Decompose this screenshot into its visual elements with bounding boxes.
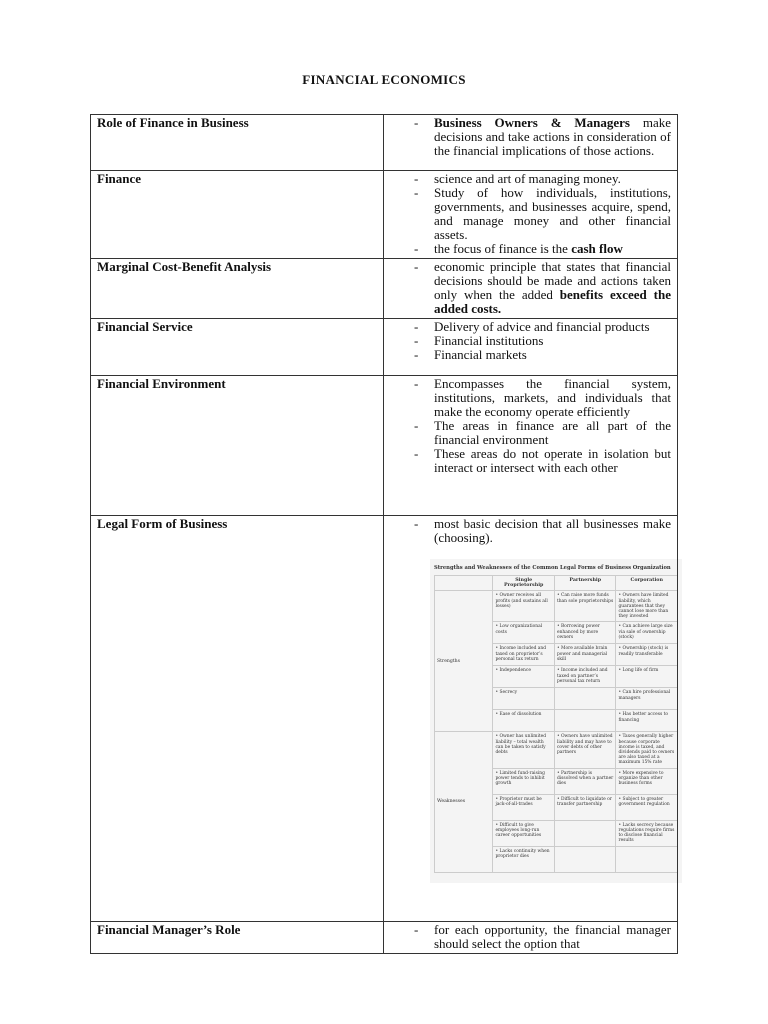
term-cell: Role of Finance in Business	[91, 115, 384, 171]
mini-row	[435, 591, 678, 622]
list-item	[390, 186, 671, 242]
list-item	[390, 334, 671, 348]
mini-cell: • Partnership is dissolved when a partner dies	[554, 768, 616, 794]
text: most basic decision that all businesses make (choosing).	[434, 516, 671, 545]
column-header: Corporation	[616, 576, 678, 591]
term-cell: Finance	[91, 171, 384, 259]
category-label: Strengths	[435, 591, 493, 732]
text: The areas in finance are all part of the financial environment	[434, 418, 671, 447]
mini-cell: • Long life of firm	[616, 666, 678, 688]
mini-cell: • Subject to greater government regulation	[616, 794, 678, 820]
list-item	[390, 260, 671, 316]
definition-list	[390, 172, 671, 256]
mini-cell: • More available brain power and managerial skill	[554, 644, 616, 666]
mini-cell: • Has better access to financing	[616, 710, 678, 732]
term-cell: Marginal Cost-Benefit Analysis	[91, 259, 384, 319]
mini-cell: • Owner receives all profits (and sustains all losses)	[493, 591, 555, 622]
text: the focus of finance is the	[434, 241, 572, 256]
text: Study of how individuals, institutions, governments, and businesses acquire, spend, and manage money and other financial assets.	[434, 185, 671, 242]
mini-cell	[616, 846, 678, 872]
category-label: Weaknesses	[435, 732, 493, 872]
mini-cell: • Income included and taxed on proprietor’s personal tax return	[493, 644, 555, 666]
page-title: FINANCIAL ECONOMICS	[302, 72, 466, 87]
text: These areas do not operate in isolation but interact or intersect with each other	[434, 446, 671, 475]
mini-cell	[554, 820, 616, 846]
text: Encompasses the financial system, institutions, markets, and individuals that make the economy operate efficiently	[434, 376, 671, 419]
mini-cell: • Can achieve large size via sale of ownership (stock)	[616, 622, 678, 644]
table-row	[91, 319, 678, 376]
term-cell: Financial Environment	[91, 376, 384, 516]
definition-cell	[384, 922, 678, 954]
text: for each opportunity, the financial manager should select the option that	[434, 922, 671, 951]
definition-cell	[384, 171, 678, 259]
definition-cell	[384, 259, 678, 319]
table-row	[91, 516, 678, 922]
list-item	[390, 116, 671, 158]
mini-cell: • Borrowing power enhanced by more owners	[554, 622, 616, 644]
mini-cell	[554, 710, 616, 732]
mini-cell: • Proprietor must be jack-of-all-trades	[493, 794, 555, 820]
list-item	[390, 242, 671, 256]
definition-cell	[384, 319, 678, 376]
text: Financial institutions	[434, 333, 544, 348]
table-row	[91, 376, 678, 516]
bold-text: benefits exceed the added costs.	[434, 287, 671, 316]
mini-cell: • Income included and taxed on partner’s personal tax return	[554, 666, 616, 688]
text: Financial markets	[434, 347, 527, 362]
bold-text: Business Owners & Managers	[434, 115, 630, 130]
mini-cell: • Difficult to liquidate or transfer partnership	[554, 794, 616, 820]
definition-list	[390, 923, 671, 951]
table-row	[91, 115, 678, 171]
mini-cell: • Can raise more funds than sole proprietorships	[554, 591, 616, 622]
table-row	[91, 171, 678, 259]
bold-text: cash flow	[571, 241, 623, 256]
mini-cell: • Independence	[493, 666, 555, 688]
mini-cell: • Lacks secrecy because regulations require firms to disclose financial results	[616, 820, 678, 846]
mini-cell: • Owners have limited liability, which guarantees that they cannot lose more than they invested	[616, 591, 678, 622]
mini-cell: • Low organizational costs	[493, 622, 555, 644]
list-item	[390, 348, 671, 362]
list-item	[390, 447, 671, 475]
definition-list	[390, 320, 671, 362]
term-cell: Financial Manager’s Role	[91, 922, 384, 954]
inset-title: Strengths and Weaknesses of the Common Legal Forms of Business Organization	[434, 565, 671, 571]
mini-cell: • Limited fund-raising power tends to inhibit growth	[493, 768, 555, 794]
column-header	[435, 576, 493, 591]
table-row	[91, 922, 678, 954]
legal-forms-table-image	[430, 559, 682, 883]
mini-cell	[554, 846, 616, 872]
mini-cell	[554, 688, 616, 710]
definition-list	[390, 377, 671, 475]
list-item	[390, 320, 671, 334]
mini-cell: • Owners have unlimited liability and may have to cover debts of other partners	[554, 732, 616, 768]
definition-list	[390, 517, 671, 545]
mini-cell: • Difficult to give employees long-run career opportunities	[493, 820, 555, 846]
mini-cell: • Taxes generally higher because corporate income is taxed, and dividends paid to owners are also taxed at a maximum 15% rate	[616, 732, 678, 768]
mini-cell: • Ease of dissolution	[493, 710, 555, 732]
list-item	[390, 377, 671, 419]
text: economic principle that states that financial decisions should be made and actions taken only when the added	[434, 259, 671, 302]
column-header: Partnership	[554, 576, 616, 591]
list-item	[390, 923, 671, 951]
text: Delivery of advice and financial products	[434, 319, 650, 334]
term-cell: Financial Service	[91, 319, 384, 376]
definition-list	[390, 116, 671, 158]
mini-cell: • Lacks continuity when proprietor dies	[493, 846, 555, 872]
definition-cell	[384, 516, 678, 922]
mini-cell: • Secrecy	[493, 688, 555, 710]
legal-forms-table	[434, 575, 678, 873]
column-header: Single Proprietorship	[493, 576, 555, 591]
mini-cell: • Can hire professional managers	[616, 688, 678, 710]
mini-cell: • Owner has unlimited liability – total wealth can be taken to satisfy debts	[493, 732, 555, 768]
term-cell: Legal Form of Business	[91, 516, 384, 922]
list-item	[390, 517, 671, 545]
text: science and art of managing money.	[434, 171, 621, 186]
definition-cell	[384, 376, 678, 516]
definitions-table	[90, 114, 678, 954]
list-item	[390, 172, 671, 186]
definition-list	[390, 260, 671, 316]
definition-cell	[384, 115, 678, 171]
list-item	[390, 419, 671, 447]
mini-cell: • More expensive to organize than other business forms	[616, 768, 678, 794]
mini-row	[435, 732, 678, 768]
text: make decisions and take actions in consideration of the financial implications of those actions.	[434, 115, 671, 158]
mini-cell: • Ownership (stock) is readily transferable	[616, 644, 678, 666]
table-row	[91, 259, 678, 319]
